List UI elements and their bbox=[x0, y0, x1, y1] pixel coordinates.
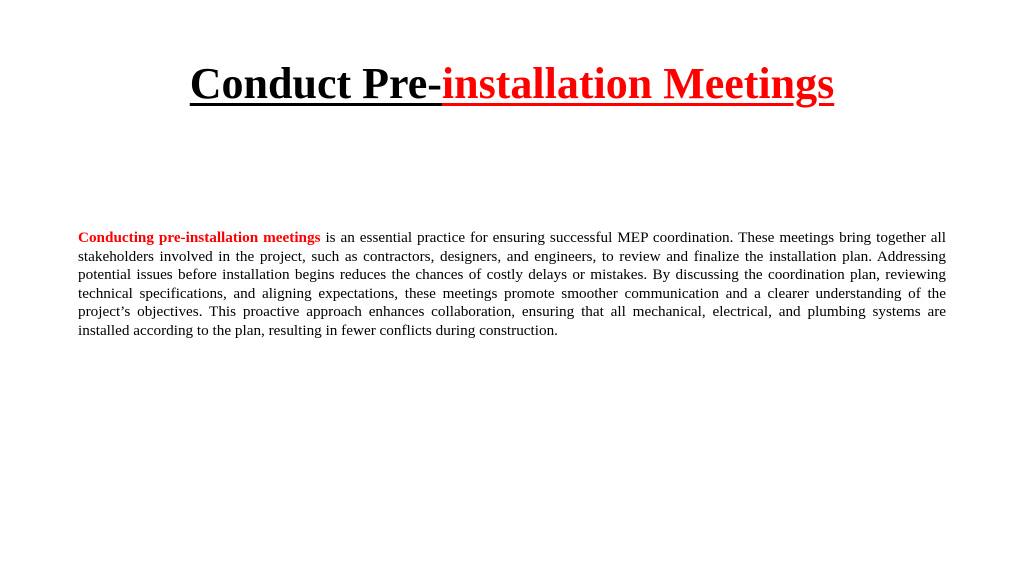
paragraph-body-text: is an essential practice for ensuring successful MEP coordination. These meetings bring together all stakeholders involved in the project, such as contractors, designers, and engineers, to review and finalize the installation plan. Addressing potential issues before installation begins reduces the chances of costly delays or mistakes. By discussing the coordination plan, reviewing technical specifications, and aligning expectations, these meetings promote smoother communication and a clearer understanding of the project’s objectives. This proactive approach enhances collaboration, ensuring that all mechanical, electrical, and plumbing systems are installed according to the plan, resulting in fewer conflicts during construction. bbox=[78, 229, 946, 339]
paragraph-lead-phrase: Conducting pre-installation meetings bbox=[78, 229, 321, 246]
slide-title bbox=[0, 58, 1024, 110]
body-paragraph bbox=[78, 229, 946, 340]
title-part-black: Conduct Pre- bbox=[189, 59, 442, 108]
title-part-red: installation Meetings bbox=[441, 59, 835, 108]
